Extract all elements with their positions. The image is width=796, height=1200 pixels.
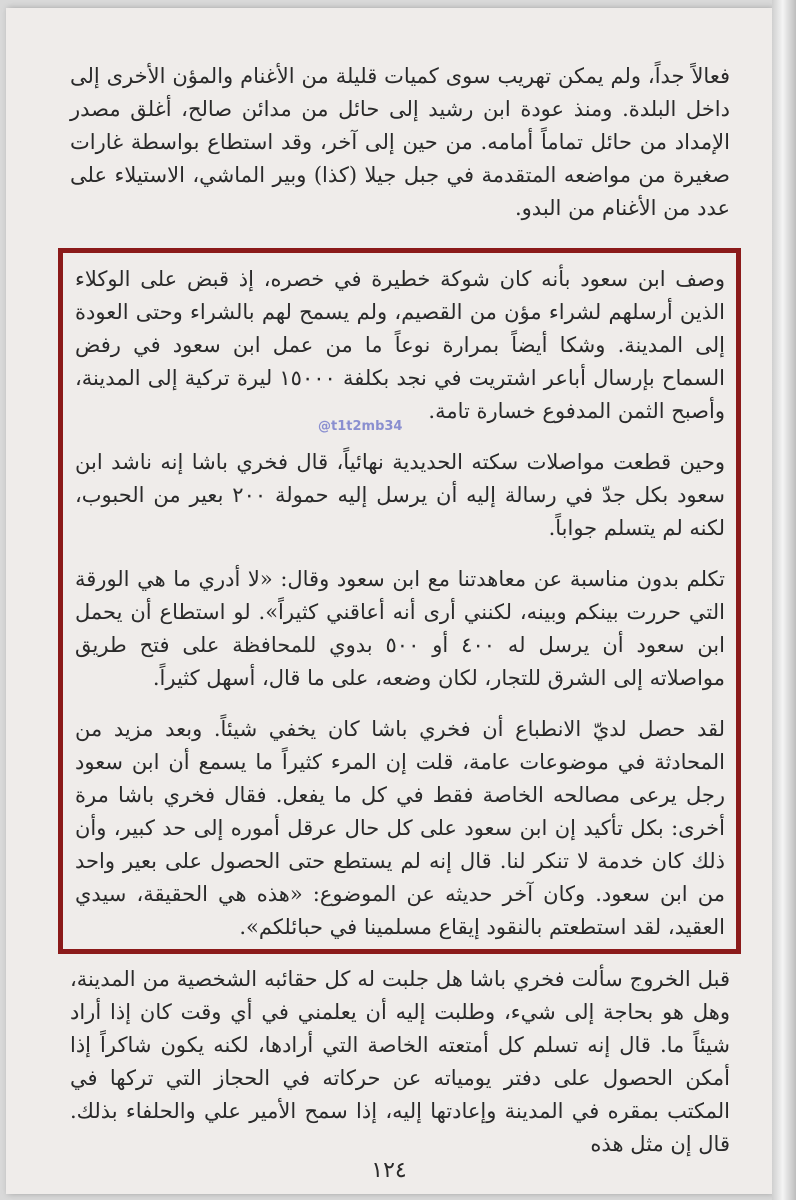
watermark-handle: @t1t2mb34 bbox=[318, 419, 403, 434]
framed-paragraph-1: وصف ابن سعود بأنه كان شوكة خطيرة في خصره، إذ قبض على الوكلاء الذين أرسلهم لشراء مؤن من القصيم، ولم يسمح لهم بالشراء وحتى العودة إلى المدينة. وشكا أيضاً بمرارة نوعاً ما من عمل ابن سعود في رفض السماح بإرسال أباعر اشتريت في نجد بكلفة ١٥٠٠٠ ليرة تركية إلى المدينة، وأصبح الثمن المدفوع خسارة تامة. bbox=[75, 267, 725, 423]
highlight-frame bbox=[58, 248, 741, 954]
framed-paragraph-4: لقد حصل لديّ الانطباع أن فخري باشا كان يخفي شيئاً. وبعد مزيد من المحادثة في موضوعات عامة، قلت إن المرء كثيراً ما يسمع أن ابن سعود رجل يرعى مصالحه الخاصة فقط في كل ما يفعل. فقال فخري باشا مرة أخرى: بكل تأكيد إن ابن سعود على كل حال عرقل أموره إلى حد كبير، وأن ذلك كان خدمة لا تنكر لنا. قال إنه لم يستطع حتى الحصول على بعير واحد من ابن سعود. وكان آخر حديثه عن الموضوع: «هذه هي الحقيقة، سيدي العقيد، لقد استطعتم بالنقود إيقاع مسلمينا في حبائلكم». bbox=[75, 717, 725, 939]
page-binding-edge bbox=[772, 0, 796, 1200]
page-number: ١٢٤ bbox=[371, 1158, 407, 1183]
framed-text-block bbox=[75, 263, 725, 962]
book-page bbox=[6, 8, 772, 1194]
framed-paragraph-2: وحين قطعت مواصلات سكته الحديدية نهائياً، قال فخري باشا إنه ناشد ابن سعود بكل جدّ في رسالة إليه أن يرسل إليه حمولة ٢٠٠ بعير من الحبوب، لكنه لم يتسلم جواباً. bbox=[75, 450, 725, 540]
paragraph-top: فعالاً جداً، ولم يمكن تهريب سوى كميات قليلة من الأغنام والمؤن الأخرى إلى داخل البلدة. ومنذ عودة ابن رشيد إلى حائل من مدائن صالح، أغلق مصدر الإمداد من حائل تماماً أمامه. من حين إلى آخر، وقد استطاع بواسطة غارات صغيرة من مواضعه المتقدمة في جبل جيلا (كذا) وبير الماشي، الاستيلاء على عدد من الأغنام من البدو. bbox=[70, 64, 730, 220]
framed-paragraph-3: تكلم بدون مناسبة عن معاهدتنا مع ابن سعود وقال: «لا أدري ما هي الورقة التي حررت بينكم وبينه، لكنني أرى أنه أعاقني كثيراً». لو استطاع أن يحمل ابن سعود أن يرسل له ٤٠٠ أو ٥٠٠ بدوي للمحافظة على فتح طريق مواصلاته إلى الشرق للتجار، لكان وضعه، على ما قال، أسهل كثيراً. bbox=[75, 567, 725, 690]
paragraph-bottom: قبل الخروج سألت فخري باشا هل جلبت له كل حقائبه الشخصية من المدينة، وهل هو بحاجة إلى شيء، وطلبت إليه أن يعلمني في أي وقت كان إذا أراد شيئاً ما. قال إنه تسلم كل أمتعته الخاصة التي أرادها، لكنه يكون شاكراً إذا أمكن الحصول على دفتر يومياته عن حركاته في الحجاز التي تركها في المكتب بمقره في المدينة وإعادتها إليه، إذا سمح الأمير علي والحلفاء بذلك. قال إن مثل هذه bbox=[70, 967, 730, 1156]
